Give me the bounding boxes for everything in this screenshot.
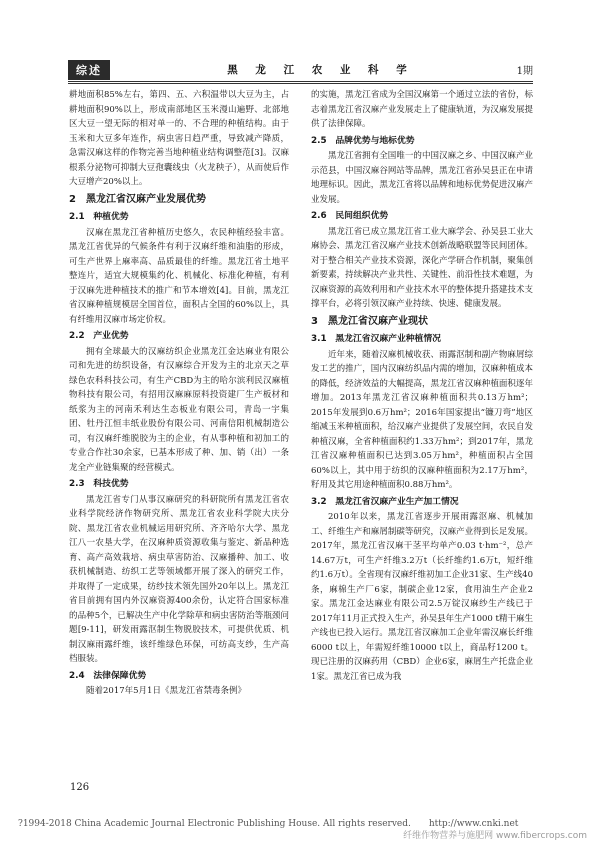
right-column bbox=[311, 88, 533, 684]
paragraph: 汉麻在黑龙江省种植历史悠久，农民种植经验丰富。黑龙江省优异的气候条件有利于汉麻纤维和油脂的形成，可生产世界上麻率高、品质最佳的纤维。黑龙江省土地平整连片，适宜大规模集约化、机械化、标准化种植，有利于汉麻先进种植技术的推广和节本增效[4]。目前，黑龙江省汉麻种植规模居全国首位，面积占全国的60%以上，具有纤维用汉麻市场定价权。 bbox=[69, 227, 289, 325]
paragraph: 黑龙江省已成立黑龙江省工业大麻学会、孙吴县工业大麻协会、黑龙江省汉麻产业技术创新战略联盟等民间团体。对于整合相关产业技术资源，深化产学研合作机制，聚集创新要素，持续解决产业共性、关键性、前沿性技术难题，为汉麻资源的高效利用和产业技术水平的整体提升搭建技术支撑平台，必将引领汉麻产业持续、快速、健康发展。 bbox=[311, 226, 533, 309]
subsection-heading: 3.2 黑龙江省汉麻产业生产加工情况 bbox=[311, 496, 459, 507]
subsection-heading: 2.6 民间组织优势 bbox=[311, 211, 389, 221]
copyright-footer: ?1994-2018 China Academic Journal Electronic Publishing House. All rights reserved. http://www.cnki.net bbox=[18, 819, 519, 829]
subsection-heading: 2.1 种植优势 bbox=[69, 212, 129, 222]
issue-label: 1期 bbox=[516, 66, 533, 77]
paragraph: 随着2017年5月1日《黑龙江省禁毒条例》 bbox=[86, 686, 246, 696]
paragraph: 耕地面积85%左右，第四、五、六积温带以大豆为主，占耕地面积90%以上，形成南部地区玉米漫山遍野、北部地区大豆一望无际的相对单一的、不合理的种植结构。由于玉米和大豆多年连作，病虫害日趋严重，导致减产降质，急需汉麻这样的作物完善当地种植业结构调整范[3]。汉麻根系分泌物可抑制大豆孢囊线虫（火龙秧子），从而使后作大豆增产20%以上。 bbox=[69, 90, 289, 187]
page-number: 126 bbox=[70, 782, 90, 793]
section-heading: 2 黑龙江省汉麻产业发展优势 bbox=[69, 193, 206, 205]
journal-title: 黑 龙 江 农 业 科 学 bbox=[227, 64, 414, 76]
section-tag: 综述 bbox=[68, 60, 110, 80]
subsection-heading: 2.4 法律保障优势 bbox=[69, 670, 147, 681]
subsection-heading: 3.1 黑龙江省汉麻产业种植情况 bbox=[311, 334, 441, 344]
paragraph: 的实施，黑龙江省成为全国汉麻第一个通过立法的省份，标志着黑龙江省汉麻产业发展走上了健康轨道，为汉麻发展提供了法律保障。 bbox=[311, 90, 533, 129]
subsection-heading: 2.2 产业优势 bbox=[69, 331, 129, 341]
subsection-heading: 2.5 品牌优势与地标优势 bbox=[311, 135, 415, 146]
page-header bbox=[68, 60, 533, 78]
paragraph: 2010年以来，黑龙江省逐步开展雨露沤麻、机械加工、纤维生产和麻屑制碳等研究，汉麻产业得到长足发展。2017年，黑龙江省汉麻干茎平均单产0.03 t·hm⁻²，总产14.67万t，可生产纤维3.2万t（长纤维约1.6万t，短纤维约1.6万t）。全省现有汉麻纤维初加工企业31家、生产线40条，麻棉生产厂6家，制碳企业12家，食用油生产企业2家。黑龙江金达麻业有限公司2.5万锭汉麻纱生产线已于2017年11月正式投入生产，孙吴县年生产1000 t精干麻生产线也已投入运行。黑龙江省汉麻加工企业年需汉麻长纤维6000 t以上，年需短纤维10000 t以上，商品籽1200 t。现已注册的汉麻药用（CBD）企业6家，麻屑生产托盘企业1家。黑龙江省已成为我 bbox=[311, 512, 533, 682]
paragraph: 近年来，随着汉麻机械收获、雨露沤制和副产物麻屑综发工艺的推广，国内汉麻纺织品内需的增加，汉麻种植成本的降低，经济效益的大幅提高，黑龙江省汉麻种植面积逐年增加。2013年黑龙江省汉麻种植面积共0.13万hm²；2015年发展到0.6万hm²；2016年国家提出“镰刀弯”地区缩减玉米种植面积，给汉麻产业提供了发展空间，农民自发种植汉麻，全省种植面积约1.33万hm²；到2017年，黑龙江省汉麻种植面积已达到3.05万hm²，种植面积占全国60%以上，其中用于纺织的汉麻种植面积为2.17万hm²，籽用及其它用途种植面积0.88万hm²。 bbox=[311, 349, 533, 490]
section-heading: 3 黑龙江省汉麻产业现状 bbox=[311, 315, 428, 327]
paragraph: 拥有全球最大的汉麻纺织企业黑龙江金达麻业有限公司和先进的纺织设备，有汉麻综合开发为主的北京天之草绿色农科科技公司，有生产CBD为主的哈尔滨利民汉麻植物科技有限公司，有招用汉麻麻原料投资建厂生产板材和纸浆为主的河南禾利达生态板业有限公司，青岛一宇集团、牡丹江恒丰纸业股份有限公司、河南信阳机械制造公司，有汉麻纤维脱胶为主的企业，有从事种植和初加工的专业合作社30余家，已基本形成了种、加、销（出）一条龙全产业链集聚的经营模式。 bbox=[69, 346, 289, 473]
header-rule bbox=[68, 81, 533, 82]
watermark: 纤维作物营养与施肥网 www.fibercrops.com bbox=[403, 831, 587, 841]
left-column bbox=[69, 88, 289, 699]
paragraph: 黑龙江省专门从事汉麻研究的科研院所有黑龙江省农业科学院经济作物研究所、黑龙江省农业科学院大庆分院、黑龙江省农业机械运用研究所、齐齐哈尔大学、黑龙江八一农垦大学，在汉麻种质资源收集与鉴定、新品种选育、高产高效栽培、病虫草害防治、汉麻播种、加工、收获机械制造、纺织工艺等领域都开展了深入的研究工作，并取得了一定成果，纺纱技术领先国外20年以上。黑龙江省目前拥有国内外汉麻资源400余份，认定符合国家标准的品种5个，已解决生产中化学除草和病虫害防治等瓶颈问题[9-11]，研发雨露沤制生物脱胶技术，可提供优质、机制汉麻雨露纤维，该纤维绿色环保，可纺高支纱，生产高档服装。 bbox=[69, 494, 289, 664]
header-rule-thin bbox=[68, 83, 533, 84]
subsection-heading: 2.3 科技优势 bbox=[69, 479, 129, 489]
paragraph: 黑龙江省拥有全国唯一的中国汉麻之乡、中国汉麻产业示范县，中国汉麻谷网站等品牌，黑龙江省孙吴县正在申请地理标识。因此，黑龙江省将以品牌和地标优势促进汉麻产业发展。 bbox=[311, 151, 533, 205]
